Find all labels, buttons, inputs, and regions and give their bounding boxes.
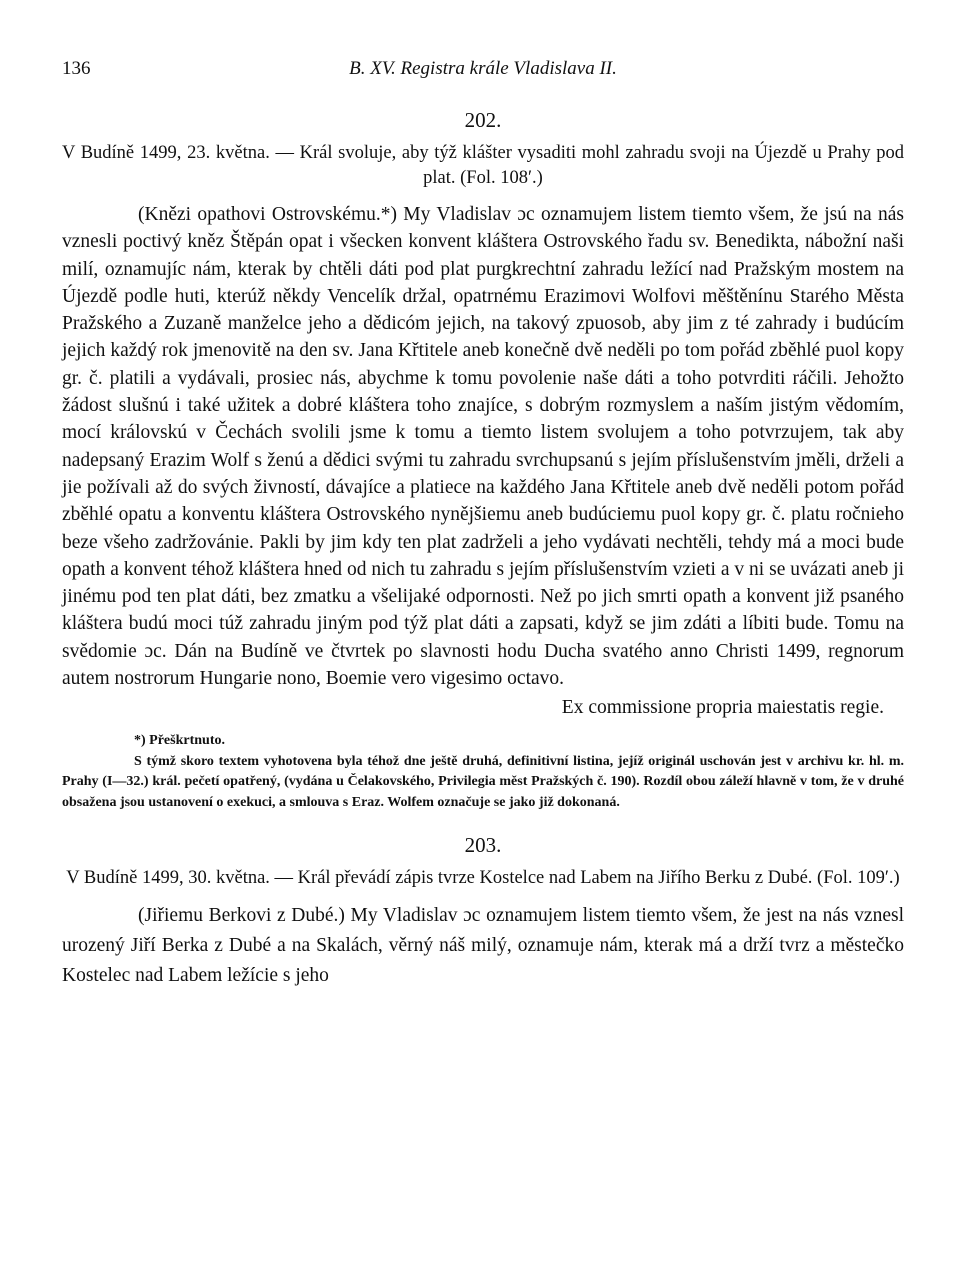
footnote: S týmž skoro textem vyhotovena byla téhož dne ještě druhá, definitivní listina, jejíž originál uschován jest v archivu kr. hl. m. Prahy (I—32.) král. pečetí opatřený, (vydána u Čelakovského, Privilegia měst Pražských č. 190). Rozdíl obou záleží hlavně v tom, že v druhé obsažena jsou ustanovení o exekuci, a smlouva s Eraz. Wolfem označuje se jako již dokonaná.: [62, 753, 904, 810]
footnote: *) Přeškrtnuto.: [134, 733, 225, 749]
running-head: [62, 58, 904, 88]
closing-formula: Ex commissione propria maiestatis regie.: [561, 697, 884, 719]
running-title: B. XV. Registra krále Vladislava II.: [349, 58, 617, 79]
page-number: 136: [62, 58, 91, 79]
footnotes: [62, 731, 904, 813]
document-text: (Knězi opathovi Ostrovskému.*) My Vladislav ɔc oznamujem listem tiemto všem, že jsú na nás vznesli poctivý kněz Štěpán opat i všecken konvent kláštera Ostrovského řadu sv. Benedikta, nábožní naši milí, oznamujíc nám, kterak by chtěli dáti pod plat purgkrechtní zahradu ležící nad Pražským mostem na Újezdě podle huti, kterúž někdy Vencelík držal, opatrnému Erazimovi Wolfovi měštěnínu Starého Města Pražského a Zuzaně manželce jeho a dědicóm jejich, na takový zpuosob, aby jim z té zahrady i budúcím jejich každý rok jmenovitě na den sv. Jana Křtitele aneb konečně dvě neděli po tom pořád zběhlé puol kopy gr. č. platili a vydávali, prosiec nás, abychme k tomu povolenie naše dáti a toho potvrditi ráčili. Jehožto žádost slušnú i také užitek a dobré kláštera toho znajíce, s dobrým rozmyslem a naším jistým vědomím, mocí královskú v Čechách svolili jsme k tomu a tiemto listem svolujem a toho potvrzujem, tak aby nadepsaný Erazim Wolf s ženú a dědici svými tu zahradu svrchupsanú s jejím příslušenstvím jměli, drželi a jie požívali až do svých živností, dávajíce a platiece na každého Jana Křtitele aneb dvě neděli potom pořád zběhlé opatu a konventu kláštera Ostrovského nynějšiemu aneb budúciemu puol kopy gr. č. platu ročnieho beze všeho zadržovánie. Pakli by jim kdy ten plat zadrželi a jeho vydávati nechtěli, tehdy má a moci bude opath a konvent téhož kláštera hned od nich tu zahradu s jejím příslušenstvím vzieti a v ni se uvázati aneb ji jinému pod ten plat dáti, bez zmatku a všelijaké odpornosti. Než po jich smrti opath a konvent již psaného kláštera budú moci túž zahradu jiným pod týž plat dáti a zapsati, když se jim zdáti a líbiti bude. Tomu na svědomie ɔc. Dán na Budíně ve čtvrtek po slavnosti hodu Ducha svatého anno Christi 1499, regnorum autem nostrorum Hungarie nono, Boemie vero vigesimo octavo.: [62, 204, 904, 690]
regest: V Budíně 1499, 30. května. — Král převádí zápis tvrze Kostelce nad Labem na Jiřího Berku z Dubé. (Fol. 109′.): [66, 868, 900, 889]
document-202: [62, 108, 904, 813]
regest: V Budíně 1499, 23. května. — Král svoluje, aby týž klášter vysaditi mohl zahradu svoji na Újezdě u Prahy pod plat. (Fol. 108′.): [62, 143, 904, 188]
document-number: 203.: [464, 833, 502, 858]
document-text: (Jiřiemu Berkovi z Dubé.) My Vladislav ɔc oznamujem listem tiemto všem, že jest na nás vznesl urozený Jiří Berka z Dubé a na Skalách, věrný náš milý, oznamuje nám, kterak má a drží tvrz a městečko Kostelec nad Labem ležície s jeho: [62, 905, 904, 987]
document-203: [62, 833, 904, 991]
document-number: 202.: [464, 108, 502, 132]
